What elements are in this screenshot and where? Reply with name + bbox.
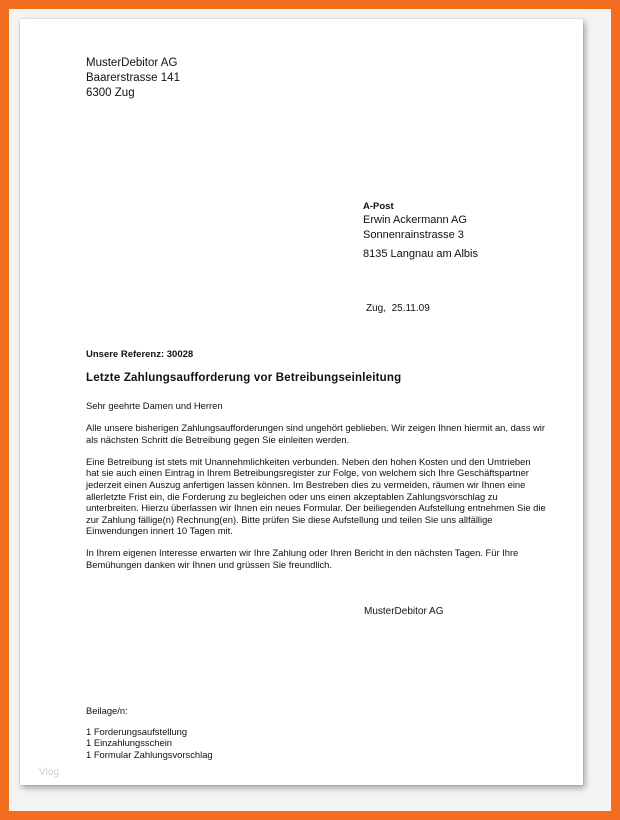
- watermark: Vlog: [39, 767, 60, 778]
- sender-street: Baarerstrasse 141: [86, 72, 180, 84]
- post-type: A-Post: [363, 201, 394, 212]
- subject-line: Letzte Zahlungsaufforderung vor Betreibungseinleitung: [86, 372, 402, 384]
- paragraph: Eine Betreibung ist stets mit Unannehmlichkeiten verbunden. Neben den hohen Kosten und den Umtrieben hat sie auch einen Eintrag in Ihrem Betreibungsregister zur Folge, von welchem sich Ihre Geschäftspartner jederzeit einen Auszug anfertigen lassen können. Im Bestreben dies zu vermeiden, räumen wir Ihnen eine allerletzte Frist ein, die Forderung zu begleichen oder uns einen akzeptablen Zahlungsvorschlag zu unterbreiten. Hierzu überlassen wir Ihnen ein neues Formular. Der beiliegenden Aufstellung entnehmen Sie die zur Zahlung fällige(n) Rechnung(en). Bitte prüfen Sie diese Aufstellung und teilen Sie uns allfällige Einwendungen innert 10 Tagen mit.: [86, 455, 546, 537]
- recipient-address: [363, 201, 478, 262]
- sender-city: 6300 Zug: [86, 87, 135, 99]
- enclosures-heading: Beilage/n:: [86, 705, 128, 716]
- letter-body: [86, 400, 546, 581]
- recipient-city: 8135 Langnau am Albis: [363, 248, 478, 260]
- paragraph: Alle unsere bisherigen Zahlungsaufforderungen sind ungehört geblieben. Wir zeigen Ihnen hiermit an, dass wir als nächsten Schritt die Betreibung gegen Sie einleiten werden.: [86, 422, 545, 445]
- letter-page: [20, 19, 583, 785]
- sender-name: MusterDebitor AG: [86, 57, 178, 69]
- sender-address: [86, 56, 180, 101]
- reference-line: Unsere Referenz: 30028: [86, 349, 194, 360]
- enclosures: [86, 705, 213, 760]
- enclosure-item: 1 Einzahlungsschein: [86, 737, 172, 749]
- date-line: Zug, 25.11.09: [366, 303, 430, 314]
- enclosure-item: 1 Forderungsaufstellung: [86, 725, 188, 737]
- salutation: Sehr geehrte Damen und Herren: [86, 400, 223, 411]
- signature: MusterDebitor AG: [364, 606, 444, 617]
- paragraph: In Ihrem eigenen Interesse erwarten wir Ihre Zahlung oder Ihren Bericht in den nächsten Tagen. Für Ihre Bemühungen danken wir Ihnen und grüssen Sie freundlich.: [86, 547, 519, 571]
- recipient-street: Sonnenrainstrasse 3: [363, 228, 464, 241]
- recipient-name: Erwin Ackermann AG: [363, 214, 467, 226]
- enclosure-item: 1 Formular Zahlungsvorschlag: [86, 748, 213, 760]
